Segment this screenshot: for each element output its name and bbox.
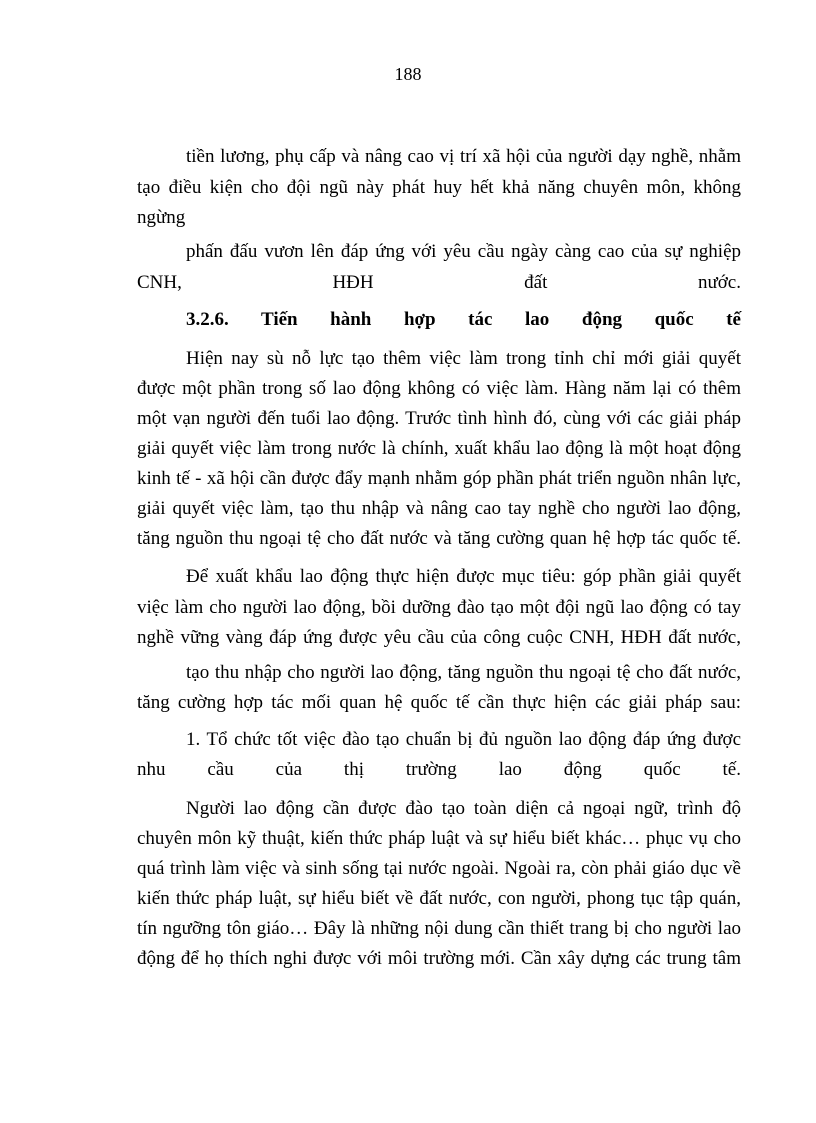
text-line: nghề vững vàng đáp ứng được yêu cầu của công cuộc CNH, HĐH đất nước, [137,627,741,648]
text-line: tăng nguồn thu ngoại tệ cho đất nước và tăng cường quan hệ hợp tác quốc tế. [137,528,741,549]
text-line: Để xuất khẩu lao động thực hiện được mục tiêu: góp phần giải quyết [186,566,741,587]
text-line: một vạn người đến tuổi lao động. Trước tình hình đó, cùng với các giải pháp [137,408,741,429]
text-line: động để họ thích nghi được với môi trường mới. Cần xây dựng các trung tâm [137,948,741,969]
text-line: tiền lương, phụ cấp và nâng cao vị trí xã hội của người dạy nghề, nhằm [186,146,741,167]
text-line: kinh tế - xã hội cần được đẩy mạnh nhằm góp phần phát triển nguồn nhân lực, [137,468,741,489]
text-line: giải quyết việc làm, tạo thu nhập và nâng cao tay nghề cho người lao động, [137,498,741,519]
text-line: CNH, HĐH đất nước. [137,272,741,293]
text-line: tăng cường hợp tác mối quan hệ quốc tế cần thực hiện các giải pháp sau: [137,692,741,713]
text-line: nhu cầu của thị trường lao động quốc tế. [137,759,741,780]
text-line: phấn đấu vươn lên đáp ứng với yêu cầu ngày càng cao của sự nghiệp [186,241,741,262]
text-line: Người lao động cần được đào tạo toàn diện cả ngoại ngữ, trình độ [186,798,741,819]
text-line: giải quyết việc làm trong nước là chính, xuất khẩu lao động là một hoạt động [137,438,741,459]
text-line: việc làm cho người lao động, bồi dưỡng đào tạo một đội ngũ lao động có tay [137,597,741,618]
text-line: tạo điều kiện cho đội ngũ này phát huy hết khả năng chuyên môn, không [137,177,741,198]
text-line: chuyên môn kỹ thuật, kiến thức pháp luật và sự hiểu biết khác… phục vụ cho [137,828,741,849]
list-item: 1. Tổ chức tốt việc đào tạo chuẩn bị đủ nguồn lao động đáp ứng được [186,729,741,750]
text-line: được một phần trong số lao động không có việc làm. Hàng năm lại có thêm [137,378,741,399]
text-line: tín ngưỡng tôn giáo… Đây là những nội dung cần thiết trang bị cho người lao [137,918,741,939]
text-line: quá trình làm việc và sinh sống tại nước ngoài. Ngoài ra, còn phải giáo dục về [137,858,741,879]
section-heading: 3.2.6. Tiến hành hợp tác lao động quốc tế [186,309,741,330]
text-line: ngừng [137,207,186,228]
text-line: kiến thức pháp luật, sự hiểu biết về đất nước, con người, phong tục tập quán, [137,888,741,909]
text-line: tạo thu nhập cho người lao động, tăng nguồn thu ngoại tệ cho đất nước, [186,662,741,683]
page-number: 188 [394,64,422,84]
text-line: Hiện nay sù nỗ lực tạo thêm việc làm trong tỉnh chỉ mới giải quyết [186,348,741,369]
